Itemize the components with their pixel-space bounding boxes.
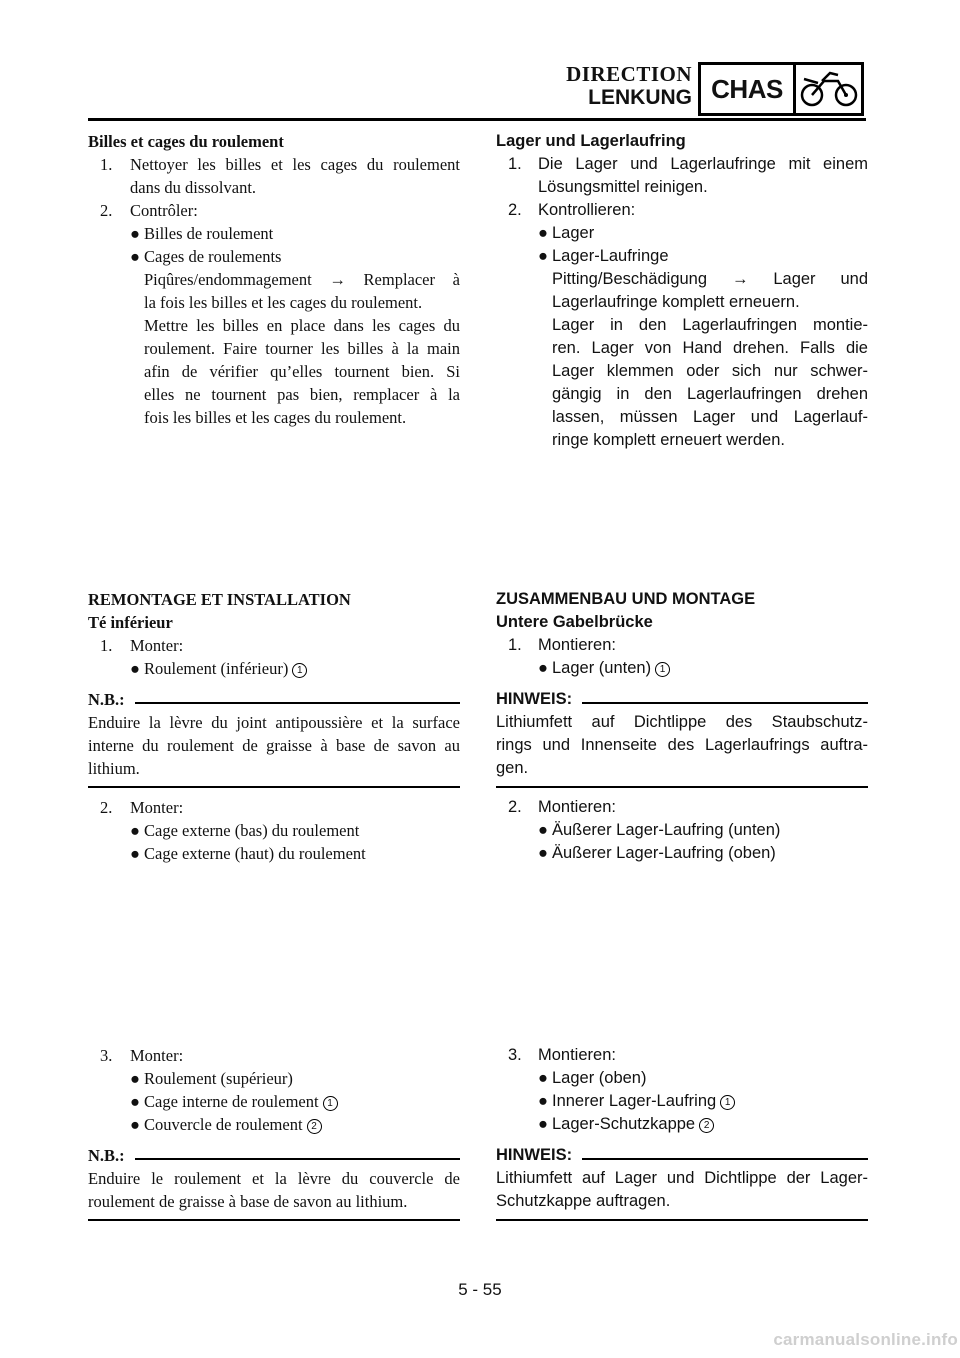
right-section-assembly (496, 588, 868, 865)
left-section-bearings (88, 130, 460, 429)
left-section-assembly (88, 588, 460, 865)
step-1: 1. Nettoyer les billes et les cages du roulement (100, 155, 460, 174)
section-heading: ZUSAMMENBAU UND MONTAGE (496, 590, 756, 608)
bullet-item: ● Lager (unten) 1 (496, 657, 868, 680)
step-1-cont: Lösungsmittel reinigen. (538, 178, 708, 196)
step-3: 3. Montieren: (508, 1046, 616, 1064)
note-text: gen. (496, 759, 529, 777)
note-header: N.B.: (88, 1144, 460, 1167)
section-subheading: Té inférieur (88, 613, 173, 632)
step-1: 1. Montieren: (508, 636, 616, 654)
section-subheading: Untere Gabelbrücke (496, 613, 653, 631)
note-header: N.B.: (88, 688, 460, 711)
bullet-item: ● Cages de roulements (130, 247, 282, 266)
watermark: carmanualsonline.info (773, 1330, 958, 1349)
text-line: Lager klemmen oder sich nur schwer- (552, 362, 868, 380)
bullet-item: ● Lager (538, 224, 595, 242)
note-header: HINWEIS: (496, 688, 868, 711)
text-line: elles ne tournent pas bien, remplacer à la (144, 385, 460, 404)
right-section-upper (496, 1044, 868, 1221)
bullet-item: ● Billes de roulement (130, 224, 274, 243)
section-badge (698, 62, 864, 116)
note-end-rule (88, 1219, 460, 1221)
note-text: Schutzkappe auftragen. (496, 1192, 671, 1210)
note-text: Lithiumfett auf Dichtlippe des Staubschutz- (496, 713, 868, 731)
ref-number: 1 (720, 1095, 735, 1110)
text-line: la fois les billes et les cages du roulement. (144, 293, 423, 312)
note-text: rings und Innenseite des Lagerlaufrings auftra- (496, 736, 868, 754)
right-section-bearings (496, 130, 868, 452)
step-3: 3. Monter: (100, 1046, 184, 1065)
section-heading: Billes et cages du roulement (88, 132, 284, 151)
text-line: ren. Lager von Hand drehen. Falls die (552, 339, 868, 357)
step-1: 1. Die Lager und Lagerlaufringe mit einem (508, 155, 868, 173)
note-header: HINWEIS: (496, 1144, 868, 1167)
bullet-item: ● Innerer Lager-Laufring 1 (496, 1090, 868, 1113)
bullet-item: ● Äußerer Lager-Laufring (unten) (538, 821, 781, 839)
step-2: 2. Kontrollieren: (508, 201, 636, 219)
note-end-rule (496, 786, 868, 788)
bullet-item: ● Roulement (supérieur) (130, 1069, 293, 1088)
step-2: 2. Montieren: (508, 798, 616, 816)
step-2: 2. Monter: (100, 798, 184, 817)
text-line: Piqûres/endommagement → Remplacer à (144, 270, 460, 289)
bullet-item: ● Lager-Laufringe (538, 247, 669, 265)
text-line: Pitting/Beschädigung → Lager und (552, 270, 868, 288)
text-line: fois les billes et les cages du roulement. (144, 408, 407, 427)
note-end-rule (88, 786, 460, 788)
header-rule (88, 118, 866, 121)
motorcycle-icon (796, 65, 861, 113)
text-line: ringe komplett erneuert werden. (552, 431, 785, 449)
ref-number: 2 (307, 1119, 322, 1134)
page-number: 5 - 55 (458, 1280, 502, 1299)
bullet-item: ● Äußerer Lager-Laufring (oben) (538, 844, 776, 862)
text-line: afin de vérifier qu’elles tournent bien. Si (144, 362, 460, 381)
bullet-item: ● Cage externe (haut) du roulement (130, 844, 366, 863)
header-title-de: LENKUNG (588, 86, 692, 109)
bullet-item: ● Cage externe (bas) du roulement (130, 821, 360, 840)
ref-number: 1 (655, 662, 670, 677)
text-line: lassen, müssen Lager und Lagerlauf- (552, 408, 868, 426)
note-end-rule (496, 1219, 868, 1221)
left-section-upper (88, 1044, 460, 1221)
text-line: roulement. Faire tourner les billes à la main (144, 339, 460, 358)
bullet-item: ● Cage interne de roulement 1 (88, 1090, 460, 1113)
bullet-item: ● Couvercle de roulement 2 (88, 1113, 460, 1136)
text-line: Lager in den Lagerlaufringen montie- (552, 316, 868, 334)
note-text: Enduire la lèvre du joint antipoussière et la surface (88, 713, 460, 732)
ref-number: 1 (323, 1096, 338, 1111)
text-line: Lagerlaufringe komplett erneuern. (552, 293, 800, 311)
step-1: 1. Monter: (100, 636, 184, 655)
note-text: roulement de graisse à base de savon au lithium. (88, 1192, 408, 1211)
note-text: Lithiumfett auf Lager und Dichtlippe der Lager- (496, 1169, 868, 1187)
note-text: lithium. (88, 759, 140, 778)
ref-number: 2 (699, 1118, 714, 1133)
section-heading: Lager und Lagerlaufring (496, 132, 686, 150)
ref-number: 1 (292, 663, 307, 678)
bullet-item: ● Lager-Schutzkappe 2 (496, 1113, 868, 1136)
bullet-item: ● Lager (oben) (538, 1069, 647, 1087)
step-2: 2. Contrôler: (100, 201, 198, 220)
text-line: Mettre les billes en place dans les cages du (144, 316, 460, 335)
text-line: gängig in den Lagerlaufringen drehen (552, 385, 868, 403)
note-text: interne du roulement de graisse à base de savon au (88, 736, 460, 755)
section-label: CHAS (701, 65, 796, 113)
note-text: Enduire le roulement et la lèvre du couvercle de (88, 1169, 460, 1188)
bullet-item: ● Roulement (inférieur) 1 (88, 657, 460, 680)
section-heading: REMONTAGE ET INSTALLATION (88, 590, 351, 609)
header-title-fr: DIRECTION (566, 62, 692, 86)
step-1-cont: dans du dissolvant. (130, 178, 257, 197)
